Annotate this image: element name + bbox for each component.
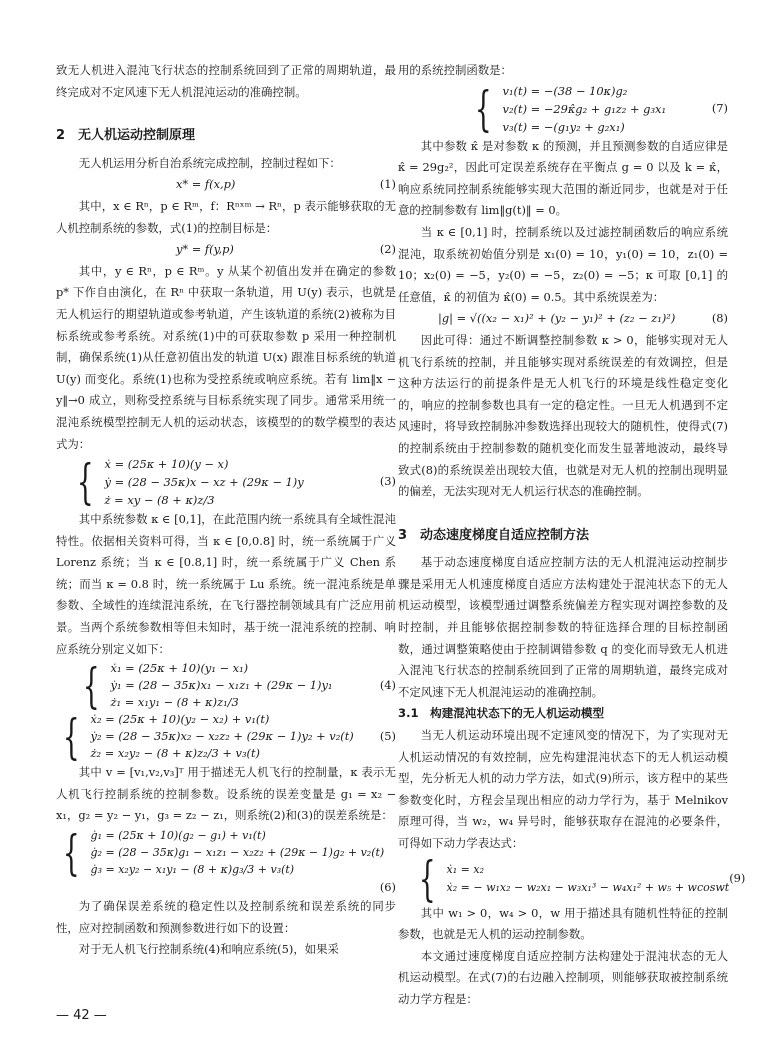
paragraph: 其中 v = [v₁,v₂,v₃]ᵀ 用于描述无人机飞行的控制量，κ 表示无人机飞行控制系统的控制参数。设系统的误差变量是 g₁ = x₂ − x₁，g₂ = y₂ − y₁，g₃ = z₂ − z₁，则系统(2)和(3)的误差系统是： <box>56 765 396 823</box>
paragraph: 其中参数 κ̂ 是对参数 κ 的预测，并且预测参数的自适应律是 κ̂ = 29g₂²，因此可定误差系统存在平衡点 g = 0 以及 k = κ̂，响应系统同控制系统能够实现大范围的渐近同步，也就是对于任意的控制参数有 lim‖g(t)‖ = 0。 <box>398 138 728 218</box>
equation-4: { ẋ₁ = (25κ + 10)(y₁ − x₁) ẏ₁ = (28 − 35κ)x₁ − x₁z₁ + (29κ − 1)y₁ ż₁ = x₁y₁ − (8 + κ)z₁/3 (4) <box>82 657 396 714</box>
equation-7: { v₁(t) = −(38 − 10κ)g₂ v₂(t) = −29κ̂g₂ + g₁z₂ + g₃x₁ v₃(t) = −(g₁y₂ + g₂x₁) (7) <box>474 80 728 137</box>
equation-6: { ġ₁ = (25κ + 10)(g₂ − g₁) + v₁(t) ġ₂ = (28 − 35κ)g₁ − x₁z₁ − x₂z₂ + (29κ − 1)g₂ + v₂(t) ġ₃ = x₂y₂ − x₁y₁ − (8 + κ)g₃/3 + v₃(t) (6) <box>62 824 396 895</box>
left-column <box>56 60 396 961</box>
paragraph: 基于动态速度梯度自适应控制方法的无人机混沌运动控制步骤是采用无人机速度梯度自适应方法构建处于混沌状态下的无人机运动模型，该模型通过调整系统偏差方程实现对调控参数的及时控制，并且能够依据控制参数的特征选择合理的目标控制函数，通过调整策略使由于控制调错参数 q 的变化而导致无人机进入混沌飞行状态的控制系统回到了正常的周期轨道，最终完成对不定风速下无人机混沌运动的准确控制。 <box>398 555 728 699</box>
right-column <box>398 60 746 1011</box>
paragraph: 致无人机进入混沌飞行状态的控制系统回到了正常的周期轨道，最终完成对不定风速下无人机混沌运动的准确控制。 <box>56 63 396 99</box>
paragraph: 其中 w₁ > 0，w₄ > 0，w 用于描述具有随机性特征的控制参数，也就是无人机的运动控制参数。 <box>398 905 728 942</box>
paragraph: 无人机运用分析自治系统完成控制，控制过程如下： <box>78 155 341 170</box>
equation-9: { ẋ₁ = x₂ ẋ₂ = − w₁x₂ − w₂x₁ − w₃x₁³ − w₄x₁² + w₅ + wcoswt (9) <box>418 850 746 907</box>
paragraph: 其中系统参数 κ ∈ [0,1]，在此范围内统一系统具有全域性混沌特性。依据相关资料可得，当 κ ∈ [0,0.8] 时，统一系统属于广义 Lorenz 系统；当 κ ∈ [0.8,1] 时，统一系统属于广义 Chen 系统；而当 κ = 0.8 时，统一系统属于 Lu 系统。统一混沌系统是单参数、全域性的连续混沌系统，在飞行器控制领域具有广泛应用前景。当两个系统参数相等但未知时，基于统一混沌系统的控制、响应系统分别定义如下： <box>56 512 396 656</box>
paragraph: 本文通过速度梯度自适应控制方法构建处于混沌状态的无人机运动模型。在式(7)的右边融入控制项，则能够获取被控制系统动力学方程是： <box>398 948 728 1006</box>
equation-3: { ẋ = (25κ + 10)(y − x) ẏ = (28 − 35κ)x − xz + (29κ − 1)y ż = xy − (8 + κ)z/3 (3) <box>76 454 396 511</box>
paragraph: 当无人机运动环境出现不定速风变的情况下，为了实现对无人机运动情况的有效控制，应先构建混沌状态下的无人机运动模型，先分析无人机的动力学方法，如式(9)所示，该方程中的某些参数变化时，方程会呈现出相应的动力学行为，基于 Melnikov 原理可得，当 w₂，w₄ 异号时，能够获取存在混沌的必要条件，可得如下动力学表达式： <box>398 728 728 850</box>
page-number: — 42 — <box>56 1008 107 1023</box>
section-heading: 2 无人机运动控制原理 <box>56 128 196 144</box>
section-heading: 3 动态速度梯度自适应控制方法 <box>398 527 590 543</box>
paragraph: 因此可得：通过不断调整控制参数 κ > 0，能够实现对无人机飞行系统的控制，并且能够实现对系统误差的有效调控，但是这种方法运行的前提条件是无人机飞行的环境是线性稳定变化的，响应的控制参数也具有一定的稳定性。一旦无人机遇到不定风速时，将导致控制脉冲参数选择出现较大的随机性，使得式(7)的控制系统由于控制参数的随机变化而发生显著地波动，最终导致式(8)的系统误差出现较大值，也就是对无人机的控制出现明显的偏差，无法实现对无人机运行状态的准确控制。 <box>398 332 728 499</box>
equation-1: x* = f(x,p) (1) <box>176 177 396 192</box>
paragraph: 为了确保误差系统的稳定性以及控制系统和误差系统的同步性，应对控制函数和预测参数进行如下的设置： <box>56 899 396 935</box>
paragraph: 其中，x ∈ Rⁿ，p ∈ Rᵐ，f：Rⁿˣᵐ → Rⁿ，p 表示能够获取的无人机控制系统的参数，式(1)的控制目标是： <box>56 198 396 235</box>
paragraph: 其中，y ∈ Rⁿ，p ∈ Rᵐ。y 从某个初值出发并在确定的参数 p* 下作自由演化，在 Rⁿ 中获取一条轨道，用 U(y) 表示，也就是无人机运行的期望轨道或参考轨道，产生该轨道的系统(2)被称为目标系统或参考系统。对系统(1)中的可获取参数 p 采用一种控制机制，确保系统(1)从任意初值出发的轨道 U(x) 跟准目标系统的轨道 U(y) 而变化。系统(1)也称为受控系统或响应系统。若有 lim‖x − y‖→0 成立，则称受控系统与目标系统实现了同步。通常采用统一混沌系统模型控制无人机的运动状态，该模型的的数学模型的表达式为： <box>56 263 396 451</box>
equation-5: { ẋ₂ = (25κ + 10)(y₂ − x₂) + v₁(t) ẏ₂ = (28 − 35κ)x₂ − x₂z₂ + (29κ − 1)y₂ + v₂(t) ż₂ = x₂y₂ − (8 + κ)z₂/3 + v₃(t) (5) <box>62 708 396 765</box>
paragraph: 用的系统控制函数是： <box>398 63 512 77</box>
paragraph: 当 κ ∈ [0,1] 时，控制系统以及过滤控制函数后的响应系统混沌，取系统初始值分别是 x₁(0) = 10，y₁(0) = 10，z₁(0) = 10；x₂(0) = −5，y₂(0) = −5，z₂(0) = −5；κ 可取 [0,1] 的任意值，κ̂ 的初值为 κ̂(0) = 0.5。其中系统误差为： <box>398 224 728 304</box>
equation-8: |g| = √((x₂ − x₁)² + (y₂ − y₁)² + (z₂ − z₁)²) (8) <box>438 311 728 326</box>
equation-2: y* = f(y,p) (2) <box>176 242 396 257</box>
subsection-heading: 3.1 构建混沌状态下的无人机运动模型 <box>398 706 605 721</box>
paragraph: 对于无人机飞行控制系统(4)和响应系统(5)，如果采 <box>78 942 339 957</box>
